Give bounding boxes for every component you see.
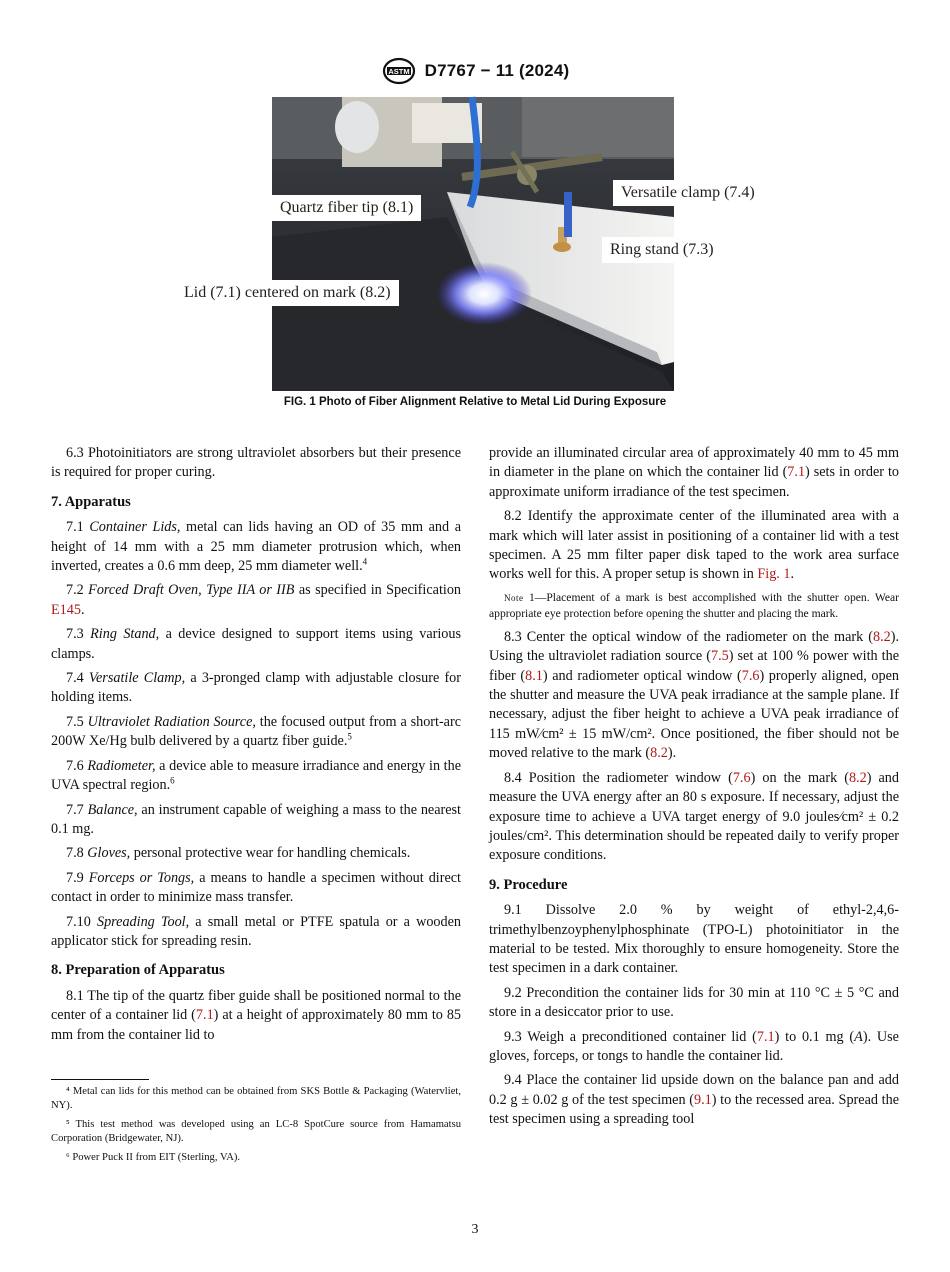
footnote-6: ⁶ Power Puck II from EIT (Sterling, VA). <box>66 1151 241 1163</box>
para-9-3: 9.3 Weigh a preconditioned container lid (7.1) to 0.1 mg (A). Use gloves, forceps, or tongs to handle the container lid. <box>489 1028 899 1064</box>
para-7-5: 7.5 Ultraviolet Radiation Source, the focused output from a short-arc 200W Xe/Hg bulb delivered by a quartz fiber guide.$^5$ <box>51 713 462 750</box>
ref-link-7-6[interactable]: 7.6 <box>732 769 751 786</box>
para-9-2: 9.2 Precondition the container lids for 30 min at 110 °C ± 5 °C and store in a desiccator prior to use. <box>489 984 899 1021</box>
footnote-5: ⁵ This test method was developed using an LC-8 SpotCure source from Hamamatsu Corporation (Bridgewater, NJ). <box>51 1118 461 1144</box>
page-number: 3 <box>471 1222 479 1237</box>
ref-link-7-6[interactable]: 7.6 <box>741 667 760 684</box>
para-8-3: 8.3 Center the optical window of the radiometer on the mark (8.2). Using the ultraviolet radiation source (7.5) set at 100 % power with the fiber (8.1) and radiometer optical window (7.6) properly aligned, open the shutter and measure the UVA peak irradiance at the sample plane. If necessary, adjust the fiber height to achieve a UVA peak irradiance of 115 mW⁄cm² ± 15 mW/cm². Once positioned, the fiber should not be moved relative to the mark (8.2). <box>489 628 900 762</box>
ref-link-7-1[interactable]: 7.1 <box>195 1007 214 1024</box>
para-8-1: 8.1 The tip of the quartz fiber guide shall be positioned normal to the center of a container lid (7.1) at a height of approximately 80 mm to 85 mm from the container lid to <box>51 987 462 1043</box>
para-7-1: 7.1 Container Lids, metal can lids having an OD of 35 mm and a height of 14 mm with a 25 mm diameter protrusion which, when inverted, creates a 0.6 mm deep, 25 mm diameter well.$^4$ <box>51 519 461 575</box>
para-7-10: 7.10 Spreading Tool, a small metal or PTFE spatula or a wooden applicator stick for spreading resin. <box>51 913 462 949</box>
para-6-3: 6.3 Photoinitiators are strong ultraviolet absorbers but their presence is required for proper curing. <box>51 445 461 481</box>
para-9-1: 9.1 Dissolve 2.0 % by weight of ethyl-2,4,6-trimethylbenzoyphenylphosphinate (TPO-L) photoinitiator in the material to be tested. Mix thoroughly to ensure homogeneity. Store the test specimen in a dark container. <box>489 902 899 977</box>
para-8-2: 8.2 Identify the approximate center of the illuminated area with a mark which will later assist in positioning of a container lid with a test specimen. A 25 mm filter paper disk taped to the work area surface works well for this. A proper setup is shown in Fig. 1. <box>489 508 899 583</box>
astm-logo-text: ASTM <box>388 67 410 76</box>
background-bottle <box>335 101 379 153</box>
label-quartz-fiber-tip: Quartz fiber tip (8.1) <box>272 195 421 221</box>
astm-logo-icon <box>381 57 417 85</box>
para-7-2: 7.2 Forced Draft Oven, Type IIA or IIB as specified in Specification E145. <box>51 582 462 618</box>
ref-link-e145[interactable]: E145 <box>51 601 81 618</box>
illuminated-area <box>436 262 532 326</box>
para-7-8: 7.8 Gloves, personal protective wear for handling chemicals. <box>66 845 411 862</box>
ref-link-9-1[interactable]: 9.1 <box>694 1091 712 1108</box>
ref-link-8-2[interactable]: 8.2 <box>848 769 867 786</box>
footnote-4: ⁴ Metal can lids for this method can be obtained from SKS Bottle & Packaging (Watervliet, NY). <box>51 1085 461 1111</box>
label-ring-stand: Ring stand (7.3) <box>602 237 722 263</box>
para-7-9: 7.9 Forceps or Tongs, a means to handle a specimen without direct contact in order to minimize mass transfer. <box>51 869 461 906</box>
ref-link-7-1[interactable]: 7.1 <box>756 1028 775 1045</box>
para-7-7: 7.7 Balance, an instrument capable of weighing a mass to the nearest 0.1 mg. <box>51 801 462 837</box>
para-8-4: 8.4 Position the radiometer window (7.6) on the mark (8.2) and measure the UVA energy after an 80 s exposure. If necessary, adjust the exposure time to achieve a UVA target energy of 9.0 joules⁄cm² ± 0.2 joules/cm². This determination should be repeated daily to verify proper exposure conditions. <box>489 769 899 864</box>
right-column <box>489 444 899 1135</box>
figure-photo <box>272 97 755 391</box>
para-7-6: 7.6 Radiometer, a device able to measure irradiance and energy in the UVA spectral region.$^6$ <box>51 757 462 794</box>
label-lid-centered: Lid (7.1) centered on mark (8.2) <box>176 280 399 306</box>
ref-link-7-1[interactable]: 7.1 <box>787 464 806 481</box>
figure-caption: FIG. 1 Photo of Fiber Alignment Relative to Metal Lid During Exposure <box>283 396 667 408</box>
heading-preparation: 8. Preparation of Apparatus <box>51 962 225 979</box>
note-1: Note 1—Placement of a mark is best accomplished with the shutter open. Wear appropriate eye protection before opening the shutter and placing the mark. <box>489 590 899 620</box>
ref-link-8-2[interactable]: 8.2 <box>872 628 891 645</box>
heading-procedure: 9. Procedure <box>489 876 568 893</box>
ref-link-8-2[interactable]: 8.2 <box>650 745 668 762</box>
ref-link-fig-1[interactable]: Fig. 1 <box>757 566 791 583</box>
para-7-3: 7.3 Ring Stand, a device designed to support items using various clamps. <box>51 626 461 662</box>
left-column <box>51 444 461 1170</box>
para-7-4: 7.4 Versatile Clamp, a 3-pronged clamp with adjustable closure for holding items. <box>51 670 461 706</box>
para-8-1-continued: provide an illuminated circular area of approximately 40 mm to 45 mm in diameter in the plane on which the container lid (7.1) sets in order to approximate uniform irradiance of the test specimen. <box>489 445 899 500</box>
heading-apparatus: 7. Apparatus <box>51 493 131 510</box>
standard-designation: D7767 − 11 (2024) <box>424 61 570 80</box>
label-versatile-clamp: Versatile clamp (7.4) <box>613 180 763 206</box>
page-header <box>0 56 950 86</box>
para-9-4: 9.4 Place the container lid upside down on the balance pan and add 0.2 g ± 0.02 g of the test specimen (9.1) to the recessed area. Spread the test specimen using a spreading tool <box>489 1072 899 1128</box>
ref-link-8-1[interactable]: 8.1 <box>525 667 543 684</box>
ref-link-7-5[interactable]: 7.5 <box>711 648 729 665</box>
footnote-divider <box>51 1079 149 1080</box>
